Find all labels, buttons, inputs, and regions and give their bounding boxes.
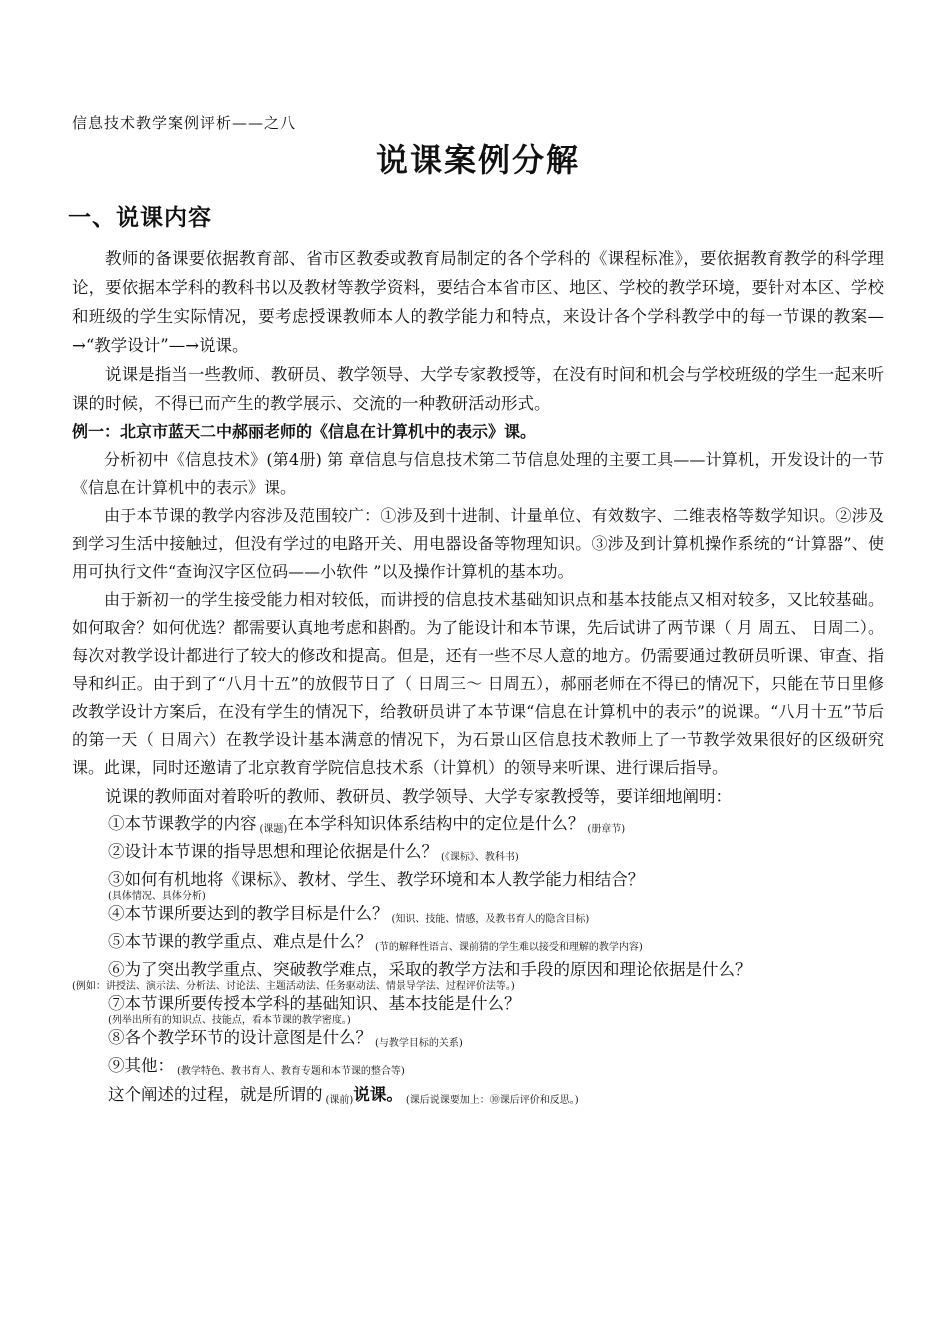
paragraph-4: 由于本节课的教学内容涉及范围较广：①涉及到十进制、计量单位、有效数字、二维表格等数学知识。②涉及到学习生活中接触过，但没有学过的电路开关、用电器设备等物理知识。③涉及到计算机操作系统的“计算器”、使用可执行文件“查询汉字区位码——小软件 ”以及操作计算机的基本功。 <box>72 506 884 581</box>
series-label: 信息技术教学案例评析——之八 <box>72 114 297 132</box>
section-heading: 一、说课内容 <box>68 204 212 231</box>
list-item: ⑦本节课所要传授本学科的基础知识、基本技能是什么？ <box>108 994 521 1013</box>
list-note: (册章节) <box>587 824 626 835</box>
list-item: ⑤本节课的教学重点、难点是什么？ (节的解释性语言、课前猜的学生难以接受和理解的教学内容) <box>108 932 643 953</box>
example-heading: 例一：北京市蓝天二中郝丽老师的《信息在计算机中的表示》课。 <box>72 422 537 441</box>
list-note: (知识、技能、情感，及教书育人的隐含目标) <box>391 914 590 925</box>
list-note: (与教学目标的关系) <box>375 1038 463 1049</box>
list-note: (例如：讲授法、演示法、分析法、讨论法、主题活动法、任务驱动法、情景导学法、过程评价法等。) <box>72 981 515 992</box>
paragraph-6: 说课的教师面对着聆听的教师、教研员、教学领导、大学专家教授等，要详细地阐明： <box>105 787 732 806</box>
page-title: 说课案例分解 <box>375 141 580 179</box>
list-note: (教学特色、教书育人、教育专题和本节课的整合等) <box>177 1066 405 1077</box>
list-item: ②设计本节课的指导思想和理论依据是什么？ (《课标》、教科书) <box>108 842 519 863</box>
list-note: (课题) <box>259 824 288 835</box>
list-item: ⑧各个教学环节的设计意图是什么？ (与教学目标的关系) <box>108 1028 463 1049</box>
list-note: (列举出所有的知识点、技能点，看本节课的教学密度。) <box>108 1015 351 1026</box>
list-note: (《课标》、教科书) <box>441 852 519 863</box>
list-item: ③如何有机地将《课标》、教材、学生、教学环境和本人教学能力相结合？ <box>108 870 645 889</box>
paragraph-2: 说课是指当一些教师、教研员、教学领导、大学专家教授等，在没有时间和机会与学校班级的学生一起来听课的时候，不得已而产生的教学展示、交流的一种教研活动形式。 <box>72 365 884 413</box>
list-item: ⑥为了突出教学重点、突破教学难点，采取的教学方法和手段的原因和理论依据是什么？ <box>108 960 752 979</box>
list-note: (节的解释性语言、课前猜的学生难以接受和理解的教学内容) <box>375 942 643 953</box>
paragraph-1: 教师的备课要依据教育部、省市区教委或教育局制定的各个学科的《课程标准》，要依据教育教学的科学理论，要依据本学科的教科书以及教材等教学资料，要结合本省市区、地区、学校的教学环境，要针对本区、学校和班级的学生实际情况，要考虑授课教师本人的教学能力和特点，来设计各个学科教学中的每一节课的教案—→“教学设计”—→说课。 <box>72 249 884 355</box>
explanation-list <box>72 813 884 1113</box>
list-note: (课前) <box>325 1095 354 1106</box>
closing-line: 这个阐述的过程，就是所谓的 (课前)说课。 (课后说课要加上：⑩课后评价和反思。) <box>108 1085 579 1106</box>
list-note: (具体情况、具体分析) <box>108 891 206 902</box>
paragraph-3: 分析初中《信息技术》(第4册) 第 章信息与信息技术第二节信息处理的主要工具——计算机，开发设计的一节《信息在计算机中的表示》课。 <box>72 450 884 497</box>
list-item: ①本节课教学的内容 (课题)在本学科知识体系结构中的定位是什么？ (册章节) <box>108 814 626 835</box>
list-note: (课后说课要加上：⑩课后评价和反思。) <box>405 1095 579 1106</box>
list-item: ⑨其他： (教学特色、教书育人、教育专题和本节课的整合等) <box>108 1056 405 1077</box>
document-page <box>68 112 884 1113</box>
paragraph-5: 由于新初一的学生接受能力相对较低，而讲授的信息技术基础知识点和基本技能点又相对较多，又比较基础。如何取舍？如何优选？都需要认真地考虑和斟酌。为了能设计和本节课，先后试讲了两节课（ 月 周五、 日周二）。每次对教学设计都进行了较大的修改和提高。但是，还有一些不尽人意的地方。仍需要通过教研员听课、审查、指导和纠正。由于到了“八月十五”的放假节日了（ 日周三～ 日周五），郝丽老师在不得已的情况下，只能在节日里修改教学设计方案后，在没有学生的情况下，给教研员讲了本节课“信息在计算机中的表示”的说课。“八月十五”节后的第一天（ 日周六）在教学设计基本满意的情况下，为石景山区信息技术教师上了一节教学效果很好的区级研究课。此课，同时还邀请了北京教育学院信息技术系（计算机）的领导来听课、进行课后指导。 <box>72 590 884 777</box>
list-item: ④本节课所要达到的教学目标是什么？ (知识、技能、情感，及教书育人的隐含目标) <box>108 904 590 925</box>
